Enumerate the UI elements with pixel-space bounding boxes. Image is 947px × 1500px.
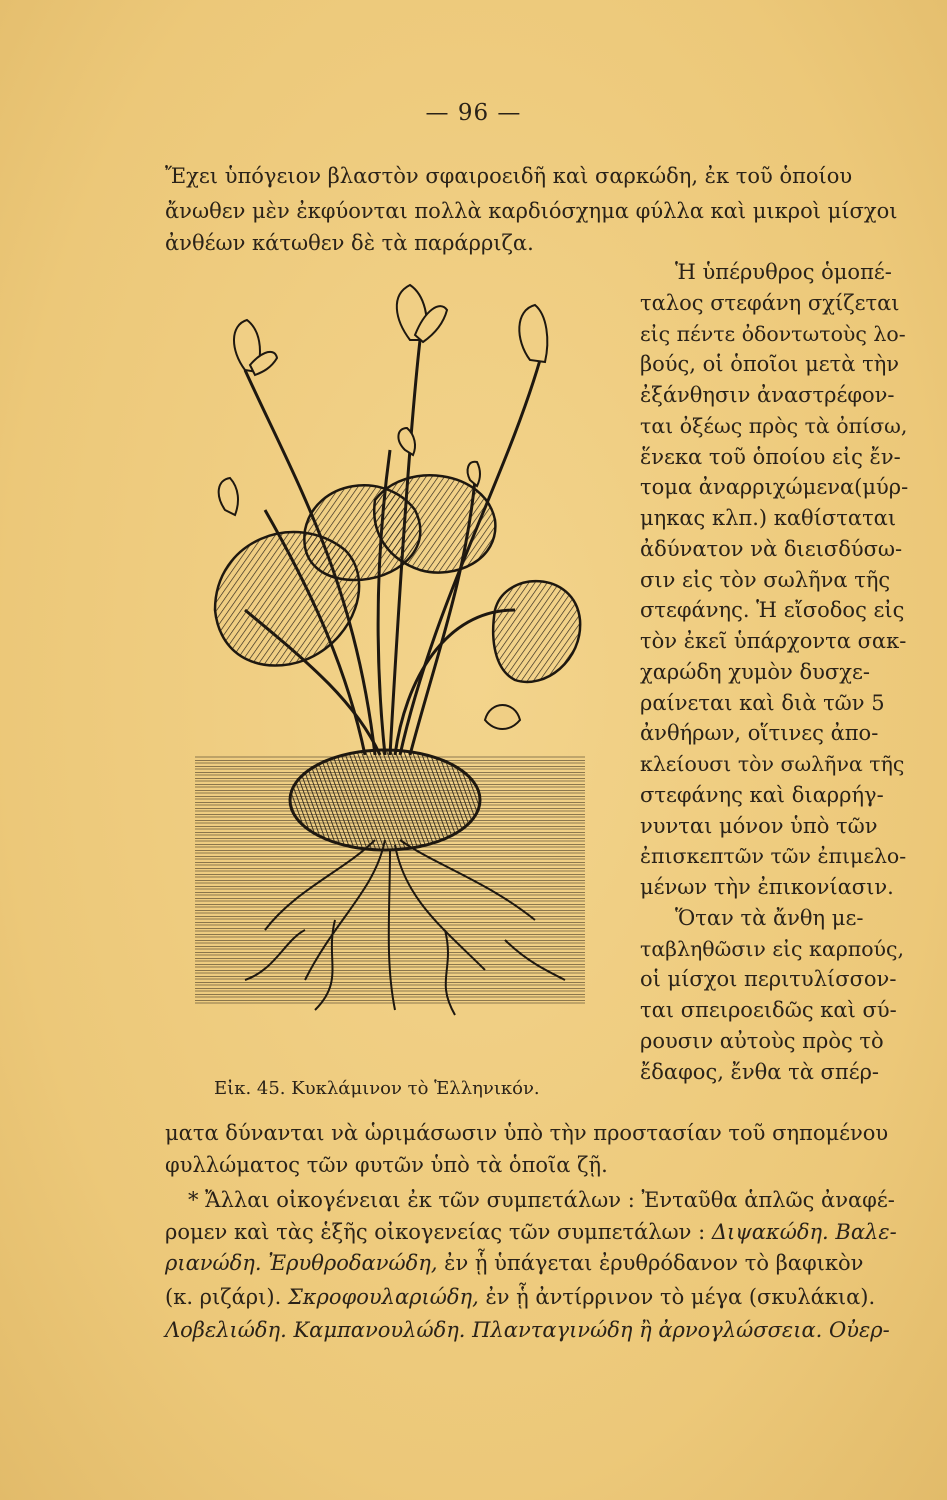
text-line: ἄνωθεν μὲν ἐκφύονται πολλὰ καρδιόσχημα φύλλα καὶ μικροὶ μίσχοι — [165, 199, 898, 223]
text-line: ραίνεται καὶ διὰ τῶν 5 — [640, 690, 885, 715]
text-line: στεφάνης. Ἡ εἴσοδος εἰς — [640, 598, 905, 623]
text-line: τομα ἀναρριχώμενα(μύρ- — [640, 475, 909, 500]
text-line: ται ὀξέως πρὸς τὰ ὀπίσω, — [640, 413, 908, 438]
footnote-line: * Ἄλλαι οἰκογένειαι ἐκ τῶν συμπετάλων : Ἐνταῦθα ἁπλῶς ἀναφέ- — [188, 1188, 895, 1212]
text-line: ἔδαφος, ἔνθα τὰ σπέρ- — [640, 1059, 880, 1084]
text-line: ται σπειροειδῶς καὶ σύ- — [640, 998, 897, 1022]
footnote-line: ρομεν καὶ τὰς ἑξῆς οἰκογενείας τῶν συμπετάλων : Διψακώδη. Βαλε- — [165, 1220, 897, 1244]
text-line: εἰς πέντε ὀδοντωτοὺς λο- — [640, 321, 906, 346]
cyclamen-illustration — [185, 280, 610, 1060]
text-line: σιν εἰς τὸν σωλῆνα τῆς — [640, 567, 891, 592]
text-line: χαρώδη χυμὸν δυσχε- — [640, 659, 870, 684]
text-line: ἀνθέων κάτωθεν δὲ τὰ παράρριζα. — [165, 231, 534, 255]
text-line: στεφάνης καὶ διαρρήγ- — [640, 782, 884, 807]
text-line: ταλος στεφάνη σχίζεται — [640, 290, 900, 315]
text-line: νυνται μόνον ὑπὸ τῶν — [640, 813, 878, 838]
text-line: ματα δύνανται νὰ ὡριμάσωσιν ὑπὸ τὴν προστασίαν τοῦ σηπομένου — [165, 1121, 889, 1145]
text-line: οἱ μίσχοι περιτυλίσσον- — [640, 967, 897, 992]
text-line: φυλλώματος τῶν φυτῶν ὑπὸ τὰ ὁποῖα ζῇ. — [165, 1153, 608, 1177]
footnote-line: Λοβελιώδη. Καμπανουλώδη. Πλανταγινώδη ἢ ἀρνογλώσσεια. Οὐερ- — [165, 1318, 890, 1342]
text-line: ταβληθῶσιν εἰς καρπούς, — [640, 936, 905, 961]
text-line: τὸν ἐκεῖ ὑπάρχοντα σακ- — [640, 629, 907, 653]
text-line: Ὅταν τὰ ἄνθη με- — [675, 905, 864, 930]
text-line: κλείουσι τὸν σωλῆνα τῆς — [640, 752, 905, 776]
text-line: ἐπισκεπτῶν τῶν ἐπιμελο- — [640, 844, 907, 869]
text-line: Ἔχει ὑπόγειον βλαστὸν σφαιροειδῆ καὶ σαρκώδη, ἐκ τοῦ ὁποίου — [165, 164, 853, 188]
text-line: μένων τὴν ἐπικονίασιν. — [640, 875, 894, 899]
text-line: βούς, οἱ ὁποῖοι μετὰ τὴν — [640, 352, 900, 377]
text-line: ἐξάνθησιν ἀναστρέφον- — [640, 383, 895, 407]
text-line: ἀνθήρων, οἵτινες ἀπο- — [640, 721, 879, 746]
figure-caption: Εἰκ. 45. Κυκλάμινον τὸ Ἑλληνικόν. — [214, 1078, 540, 1099]
text-line: ἕνεκα τοῦ ὁποίου εἰς ἔν- — [640, 444, 901, 469]
text-line: Ἡ ὑπέρυθρος ὁμοπέ- — [675, 260, 892, 284]
text-line: μηκας κλπ.) καθίσταται — [640, 506, 897, 530]
page-number: — 96 — — [425, 100, 522, 126]
footnote-line: ριανώδη. Ἐρυθροδανώδη, ἐν ᾗ ὑπάγεται ἐρυθρόδανον τὸ βαφικὸν — [165, 1251, 864, 1275]
footnote-line: (κ. ριζάρι). Σκροφουλαριώδη, ἐν ᾗ ἀντίρρινον τὸ μέγα (σκυλάκια). — [165, 1285, 876, 1309]
text-line: ρουσιν αὐτοὺς πρὸς τὸ — [640, 1028, 884, 1053]
text-line: ἀδύνατον νὰ διεισδύσω- — [640, 536, 903, 561]
